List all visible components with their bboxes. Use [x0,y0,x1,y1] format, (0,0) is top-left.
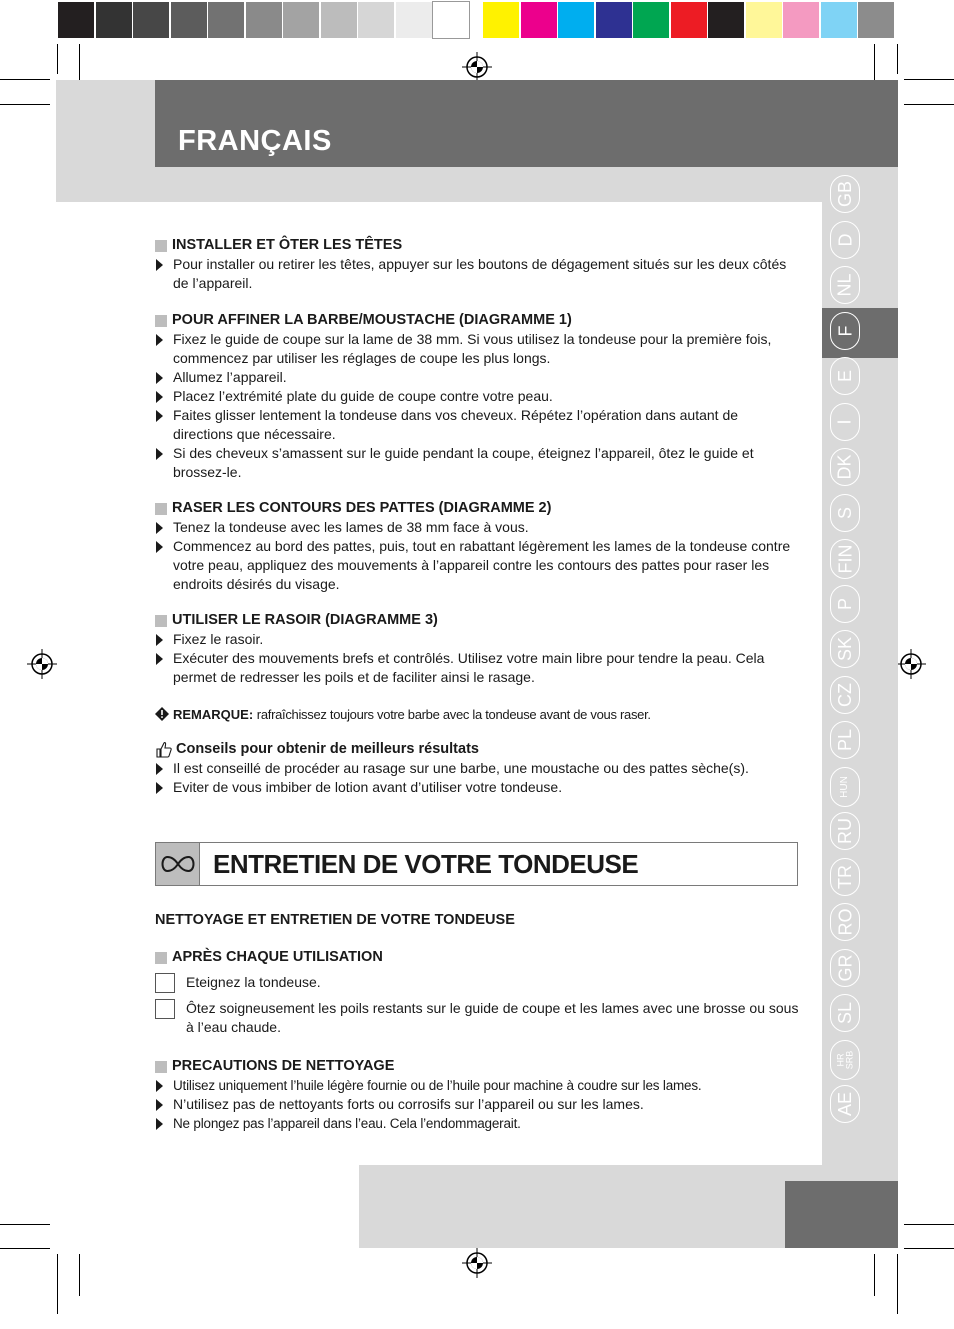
infinity-icon [161,855,195,873]
triangle-bullet-icon [156,391,163,403]
list-item: Commencez au bord des pattes, puis, tout en rabattant légèrement les lames de la tondeuse contre votre peau, appliquez des mouvements à l’appareil contre les contours des pattes pour raser les endroits désirés du visage. [155,537,800,594]
grey-swatch [171,2,207,38]
grey-swatch [358,2,394,38]
thumbs-up-icon [155,741,172,758]
color-swatch [708,2,744,38]
triangle-bullet-icon [156,1080,163,1092]
note-label: REMARQUE: [173,707,254,722]
language-tab-label: I [834,418,855,425]
registration-mark-icon [462,1248,492,1278]
color-swatch [483,2,519,38]
list-item: Tenez la tondeuse avec les lames de 38 mm face à vous. [155,518,800,537]
triangle-bullet-icon [156,1118,163,1130]
list-item: Utilisez uniquement l’huile légère fournie ou de l’huile pour machine à coudre sur les lames. [155,1076,800,1095]
color-swatch [671,2,707,38]
list-item: Pour installer ou retirer les têtes, appuyer sur les boutons de dégagement situés sur les deux côtés de l’appareil. [155,255,800,293]
triangle-bullet-icon [156,653,163,665]
triangle-bullet-icon [156,372,163,384]
language-tab-pl[interactable] [830,721,860,759]
language-tab-hun[interactable] [830,767,860,807]
list-item: Exécuter des mouvements brefs et contrôlés. Utilisez votre main libre pour tendre la peau. Cela permet de redresser les poils et de faciliter ainsi le rasage. [155,649,800,687]
color-swatch [858,2,894,38]
list-item: Fixez le rasoir. [155,630,800,649]
grey-swatch [208,2,244,38]
language-tab-label: E [834,369,855,383]
crop-mark [57,1254,58,1314]
language-tab-label: HUN [838,775,850,798]
language-tab-gr[interactable] [830,949,860,987]
language-tab-label: AE [834,1091,855,1117]
page-number-box [785,1181,898,1248]
language-tab-i[interactable] [830,403,860,441]
crop-mark [79,1254,80,1296]
list-item: Fixez le guide de coupe sur la lame de 38 mm. Si vous utilisez la tondeuse pour la première fois, commencez par utiliser les réglages de coupe les plus longs. [155,330,800,368]
language-tab-d[interactable] [830,221,860,259]
crop-mark [904,1248,954,1249]
language-tab-label: F [835,325,855,336]
language-tab-f[interactable] [830,312,860,350]
section-heading: POUR AFFINER LA BARBE/MOUSTACHE (DIAGRAMME 1) [172,312,572,328]
list-item: Si des cheveux s’amassent sur le guide pendant la coupe, éteignez l’appareil, ôtez le guide et brossez-le. [155,444,800,482]
bullet-square-icon [155,615,167,627]
language-tab-label: GB [834,180,855,208]
language-tab-gb[interactable] [830,175,860,213]
triangle-bullet-icon [156,410,163,422]
list-item: Allumez l’appareil. [155,368,800,387]
grey-swatch [321,2,357,38]
registration-mark-icon [896,649,926,679]
note-text: rafraîchissez toujours votre barbe avec la tondeuse avant de vous raser. [256,707,651,722]
language-tab-label: TR [835,864,855,889]
list-item: Placez l’extrémité plate du guide de coupe contre votre peau. [155,387,800,406]
language-tab-nl[interactable] [830,266,860,304]
language-tab-label: DK [834,454,855,480]
language-tab-ro[interactable] [830,903,860,941]
language-tab-label: CZ [835,682,855,707]
triangle-bullet-icon [156,448,163,460]
language-tab-s[interactable] [830,494,860,532]
bullet-square-icon [155,240,167,252]
language-tab-label: RU [835,818,855,844]
color-swatch [521,2,557,38]
registration-mark-icon [462,52,492,82]
list-item: Faites glisser lentement la tondeuse dans vos cheveux. Répétez l’opération dans autant de directions que nécessaire. [155,406,800,444]
language-tab-e[interactable] [830,357,860,395]
color-swatch [596,2,632,38]
color-swatch [821,2,857,38]
crop-mark [904,104,954,105]
triangle-bullet-icon [156,1099,163,1111]
language-tab-dk[interactable] [830,448,860,486]
maintenance-subtitle: NETTOYAGE ET ENTRETIEN DE VOTRE TONDEUSE [155,912,515,928]
registration-mark-icon [27,649,57,679]
warning-icon [155,707,169,721]
language-tab-label: SK [834,636,855,662]
crop-mark [897,1254,898,1314]
triangle-bullet-icon [156,334,163,346]
list-item: Eviter de vous imbiber de lotion avant d’utiliser votre tondeuse. [155,778,800,797]
color-swatch [558,2,594,38]
list-item: Ne plongez pas l’appareil dans l’eau. Cela l’endommagerait. [155,1114,800,1133]
crop-mark [904,1224,954,1225]
color-swatch [633,2,669,38]
section-shaver [155,611,800,687]
section-install [155,236,800,293]
maintenance-title-box [155,842,798,886]
language-tab-label: RO [835,908,855,936]
maintenance-title: ENTRETIEN DE VOTRE TONDEUSE [213,849,639,879]
list-item: N’utilisez pas de nettoyants forts ou corrosifs sur l’appareil ou sur les lames. [155,1095,800,1114]
bullet-square-icon [155,952,167,964]
crop-mark [0,104,50,105]
grey-swatch [396,2,432,38]
section-precautions [155,1057,800,1133]
crop-mark [0,1248,50,1249]
section-heading: INSTALLER ET ÔTER LES TÊTES [172,237,403,253]
language-tab-label: P [834,597,855,610]
step-item: Eteignez la tondeuse. [155,973,800,992]
list-item: Il est conseillé de procéder au rasage sur une barbe, une moustache ou des pattes sèche(s). [155,759,800,778]
step-checkbox [155,999,175,1019]
section-heading: UTILISER LE RASOIR (DIAGRAMME 3) [172,612,438,628]
bullet-square-icon [155,1061,167,1073]
section-heading: RASER LES CONTOURS DES PATTES (DIAGRAMME 2) [172,500,552,516]
crop-mark [874,1254,875,1296]
language-tab-p[interactable] [830,585,860,623]
language-tab-tr[interactable] [830,858,860,896]
crop-mark [57,44,58,74]
language-tab-label: HR SRB [834,1050,854,1069]
bullet-square-icon [155,503,167,515]
language-tab-label: FIN [835,544,855,574]
language-tab-sl[interactable] [830,994,860,1032]
triangle-bullet-icon [156,634,163,646]
grey-swatch [96,2,132,38]
language-tab-ru[interactable] [830,812,860,850]
crop-mark [897,44,898,74]
tips-heading: Conseils pour obtenir de meilleurs résultats [176,741,479,757]
grey-swatch [133,2,169,38]
section-heading: PRECAUTIONS DE NETTOYAGE [172,1058,395,1074]
grey-swatch [58,2,94,38]
section-beard [155,311,800,482]
language-tab-label: NL [834,273,855,297]
note [155,705,800,724]
crop-mark [0,1224,50,1225]
language-tab-ae[interactable] [830,1085,860,1123]
language-tab-hr-srb[interactable] [830,1040,860,1080]
section-tips [155,740,800,797]
step-item: Ôtez soigneusement les poils restants sur le guide de coupe et les lames avec une brosse ou sous à l’eau chaude. [155,999,800,1037]
crop-mark [904,79,954,80]
language-tab-sk[interactable] [830,630,860,668]
page-title: FRANÇAIS [178,125,332,157]
triangle-bullet-icon [156,522,163,534]
language-tab-cz[interactable] [830,676,860,714]
triangle-bullet-icon [156,763,163,775]
triangle-bullet-icon [156,259,163,271]
section-sideburns [155,499,800,594]
triangle-bullet-icon [156,782,163,794]
step-checkbox [155,973,175,993]
language-tab-label: SL [835,1001,855,1025]
language-tab-label: PL [835,728,855,752]
color-swatch [746,2,782,38]
language-tab-label: D [835,233,855,246]
language-tab-label: GR [835,954,855,981]
grey-swatch [246,2,282,38]
section-heading: APRÈS CHAQUE UTILISATION [172,949,383,965]
grey-swatch [433,2,469,38]
crop-mark [0,79,50,80]
language-tab-fin[interactable] [830,539,860,579]
bullet-square-icon [155,315,167,327]
grey-swatch [283,2,319,38]
color-swatch [783,2,819,38]
language-tab-label: S [834,506,855,519]
section-after-use [155,948,800,1037]
infinity-icon-box [156,843,200,885]
triangle-bullet-icon [156,541,163,553]
